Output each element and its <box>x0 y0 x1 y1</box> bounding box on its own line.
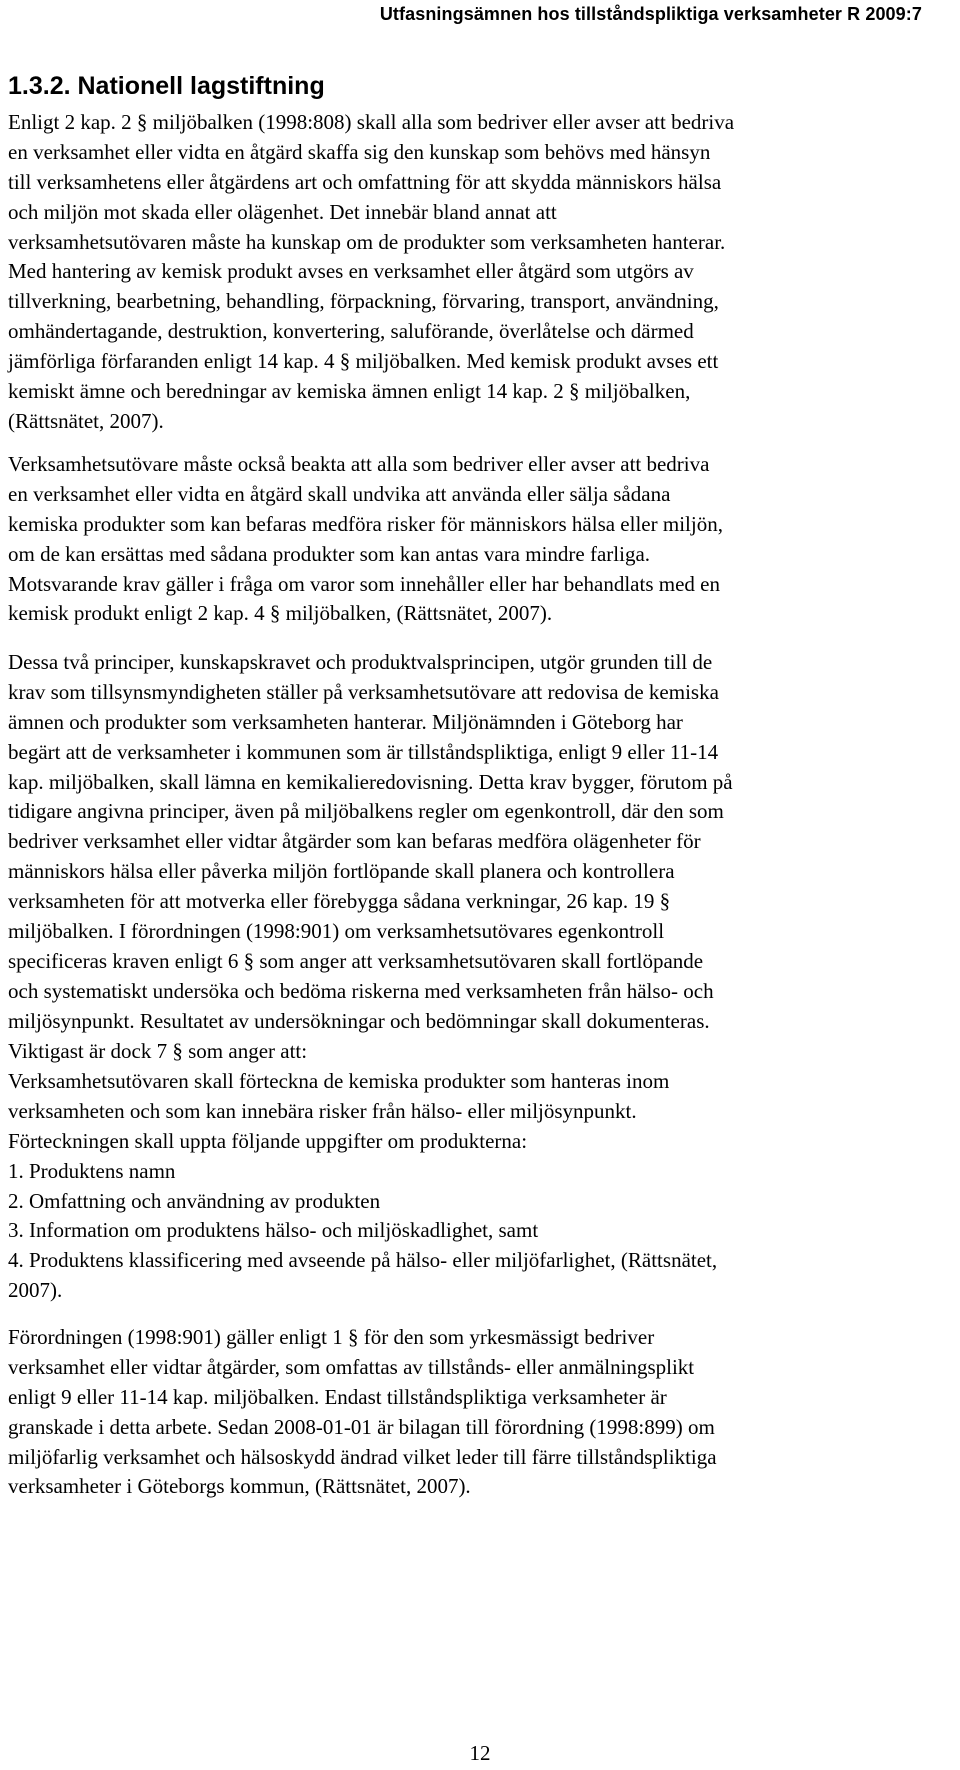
text-line: miljöfarlig verksamhet och hälsoskydd ändrad vilket leder till färre tillståndspliktiga <box>8 1444 717 1469</box>
text-line: kap. miljöbalken, skall lämna en kemikalieredovisning. Detta krav bygger, förutom på <box>8 769 733 794</box>
text-line: krav som tillsynsmyndigheten ställer på verksamhetsutövare att redovisa de kemiska <box>8 679 719 704</box>
text-line: 4. Produktens klassificering med avseende på hälso- eller miljöfarlighet, (Rättsnätet, <box>8 1248 718 1273</box>
text-line: enligt 9 eller 11-14 kap. miljöbalken. Endast tillståndspliktiga verksamheter är <box>8 1384 667 1409</box>
section-heading: 1.3.2. Nationell lagstiftning <box>8 72 325 100</box>
text-line: omhändertagande, destruktion, konvertering, saluförande, överlåtelse och därmed <box>8 319 694 344</box>
text-line: tillverkning, bearbetning, behandling, förpackning, förvaring, transport, användning, <box>8 289 719 314</box>
text-line: 2007). <box>8 1278 63 1303</box>
text-line: Med hantering av kemisk produkt avses en verksamhet eller åtgärd som utgörs av <box>8 259 694 284</box>
text-line: 3. Information om produktens hälso- och miljöskadlighet, samt <box>8 1218 539 1243</box>
text-line: granskade i detta arbete. Sedan 2008-01-01 är bilagan till förordning (1998:899) om <box>8 1414 715 1439</box>
text-line: om de kan ersättas med sådana produkter som kan antas vara mindre farliga. <box>8 541 651 566</box>
text-line: verksamheten för att motverka eller förebygga sådana verkningar, 26 kap. 19 § <box>8 889 671 914</box>
text-line: verksamheter i Göteborgs kommun, (Rättsnätet, 2007). <box>8 1474 471 1499</box>
text-line: Verksamhetsutövare måste också beakta att alla som bedriver eller avser att bedriva <box>8 452 710 476</box>
text-line: verksamhetsutövaren måste ha kunskap om de produkter som verksamheten hanterar. <box>8 229 726 254</box>
text-line: miljösynpunkt. Resultatet av undersökningar och bedömningar skall dokumenteras. <box>8 1008 710 1033</box>
paragraph-1 <box>8 108 948 437</box>
text-line: och systematiskt undersöka och bedöma riskerna med verksamheten från hälso- och <box>8 978 714 1003</box>
text-line: 1. Produktens namn <box>8 1158 176 1183</box>
text-line: Verksamhetsutövaren skall förteckna de kemiska produkter som hanteras inom <box>8 1069 670 1093</box>
text-line: specificeras kraven enligt 6 § som anger att verksamhetsutövaren skall fortlöpande <box>8 948 704 973</box>
running-header: Utfasningsämnen hos tillståndspliktiga verksamheter R 2009:7 <box>379 4 922 24</box>
text-line: begärt att de verksamheter i kommunen som är tillståndspliktiga, enligt 9 eller 11-14 <box>8 739 719 764</box>
text-line: en verksamhet eller vidta en åtgärd skall undvika att använda eller sälja sådana <box>8 481 671 506</box>
text-line: Motsvarande krav gäller i fråga om varor som innehåller eller har behandlats med en <box>8 571 720 596</box>
text-line: bedriver verksamhet eller vidtar åtgärder som kan befaras medföra olägenheter för <box>8 829 701 854</box>
text-line: till verksamhetens eller åtgärdens art och omfattning för att skydda människors hälsa <box>8 169 722 194</box>
text-line: 2. Omfattning och användning av produkten <box>8 1188 381 1213</box>
text-line: kemiskt ämne och beredningar av kemiska ämnen enligt 14 kap. 2 § miljöbalken, <box>8 379 691 404</box>
text-line: (Rättsnätet, 2007). <box>8 408 164 433</box>
text-line: en verksamhet eller vidta en åtgärd skaffa sig den kunskap som behövs med hänsyn <box>8 139 711 164</box>
text-line: miljöbalken. I förordningen (1998:901) om verksamhetsutövares egenkontroll <box>8 919 665 944</box>
text-line: jämförliga förfaranden enligt 14 kap. 4 § miljöbalken. Med kemisk produkt avses ett <box>8 349 719 374</box>
paragraph-4-quote <box>8 1067 948 1306</box>
paragraph-3 <box>8 648 948 1066</box>
text-line: Förordningen (1998:901) gäller enligt 1 § för den som yrkesmässigt bedriver <box>8 1325 655 1349</box>
text-line: verksamheten och som kan innebära risker från hälso- eller miljösynpunkt. <box>8 1098 637 1123</box>
paragraph-2 <box>8 450 948 629</box>
text-line: verksamhet eller vidtar åtgärder, som omfattas av tillstånds- eller anmälningsplikt <box>8 1354 695 1379</box>
text-line: ämnen och produkter som verksamheten hanterar. Miljönämnden i Göteborg har <box>8 709 683 734</box>
text-line: kemisk produkt enligt 2 kap. 4 § miljöbalken, (Rättsnätet, 2007). <box>8 601 553 626</box>
text-line: tidigare angivna principer, även på miljöbalkens regler om egenkontroll, där den som <box>8 799 724 824</box>
text-line: Viktigast är dock 7 § som anger att: <box>8 1038 308 1063</box>
text-line: Förteckningen skall uppta följande uppgifter om produkterna: <box>8 1128 528 1153</box>
text-line: människors hälsa eller påverka miljön fortlöpande skall planera och kontrollera <box>8 859 675 884</box>
text-line: och miljön mot skada eller olägenhet. Det innebär bland annat att <box>8 199 557 224</box>
page-number: 12 <box>469 1741 491 1765</box>
text-line: kemiska produkter som kan befaras medföra risker för människors hälsa eller miljön, <box>8 511 723 536</box>
paragraph-5 <box>8 1323 948 1502</box>
text-line: Enligt 2 kap. 2 § miljöbalken (1998:808) skall alla som bedriver eller avser att bedriva <box>8 110 735 134</box>
text-line: Dessa två principer, kunskapskravet och produktvalsprincipen, utgör grunden till de <box>8 650 713 674</box>
